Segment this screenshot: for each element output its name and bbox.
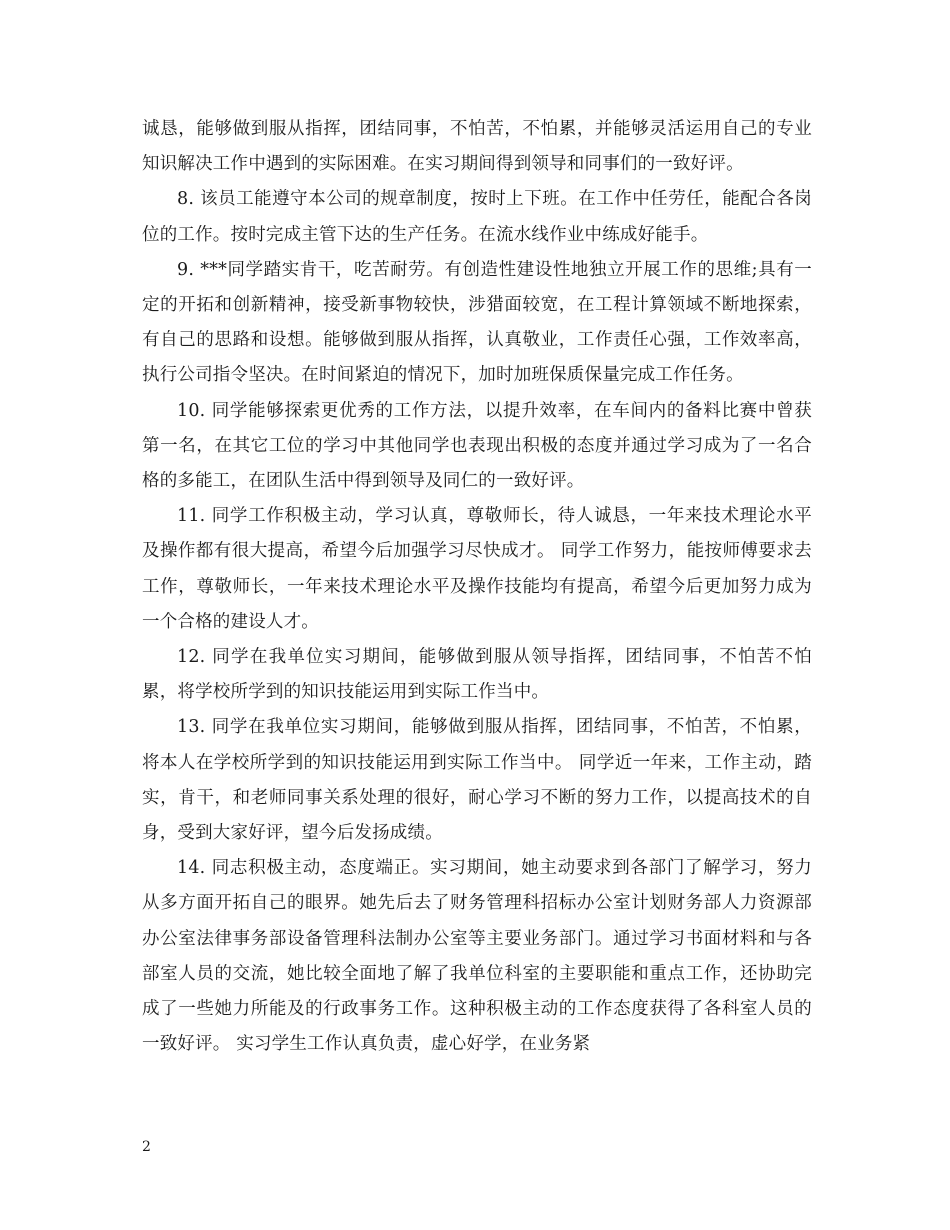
paragraph-continuation: 诚恳，能够做到服从指挥，团结同事，不怕苦，不怕累，并能够灵活运用自己的专业知识解决工作中遇到的实际困难。在实习期间得到领导和同事们的一致好评。 bbox=[142, 119, 812, 175]
paragraph-item-9: 9. ***同学踏实肯干，吃苦耐劳。有创造性建设性地独立开展工作的思维;具有一定的开拓和创新精神，接受新事物较快，涉猎面较宽，在工程计算领域不断地探索，有自己的思路和设想。能够做到服从指挥，认真敬业，工作责任心强，工作效率高，执行公司指令坚决。在时间紧迫的情况下，加时加班保质保量完成工作任务。 bbox=[142, 259, 812, 386]
paragraph-item-8: 8. 该员工能遵守本公司的规章制度，按时上下班。在工作中任劳任，能配合各岗位的工作。按时完成主管下达的生产任务。在流水线作业中练成好能手。 bbox=[142, 189, 812, 245]
paragraph-item-10: 10. 同学能够探索更优秀的工作方法，以提升效率，在车间内的备料比赛中曾获第一名，在其它工位的学习中其他同学也表现出积极的态度并通过学习成为了一名合格的多能工，在团队生活中得到领导及同仁的一致好评。 bbox=[142, 400, 812, 492]
page-number: 2 bbox=[142, 1139, 151, 1155]
paragraph-item-11: 11. 同学工作积极主动，学习认真，尊敬师长，待人诚恳，一年来技术理论水平及操作都有很大提高，希望今后加强学习尽快成才。 同学工作努力，能按师傅要求去工作，尊敬师长，一年来技术理论水平及操作技能均有提高，希望今后更加努力成为一个合格的建设人才。 bbox=[142, 506, 812, 632]
paragraph-item-14: 14. 同志积极主动，态度端正。实习期间，她主动要求到各部门了解学习，努力从多方面开拓自己的眼界。她先后去了财务管理科招标办公室计划财务部人力资源部办公室法律事务部设备管理科法制办公室等主要业务部门。通过学习书面材料和与各部室人员的交流，她比较全面地了解了我单位科室的主要职能和重点工作，还协助完成了一些她力所能及的行政事务工作。这种积极主动的工作态度获得了各科室人员的一致好评。 实习学生工作认真负责，虚心好学，在业务紧 bbox=[142, 858, 812, 1055]
paragraph-item-12: 12. 同学在我单位实习期间，能够做到服从领导指挥，团结同事，不怕苦不怕累，将学校所学到的知识技能运用到实际工作当中。 bbox=[142, 647, 812, 703]
paragraph-item-13: 13. 同学在我单位实习期间，能够做到服从指挥，团结同事，不怕苦，不怕累，将本人在学校所学到的知识技能运用到实际工作当中。 同学近一年来，工作主动，踏实，肯干，和老师同事关系处理的很好，耐心学习不断的努力工作，以提高技术的自身，受到大家好评，望今后发扬成绩。 bbox=[142, 717, 812, 844]
document-body bbox=[142, 112, 812, 1062]
